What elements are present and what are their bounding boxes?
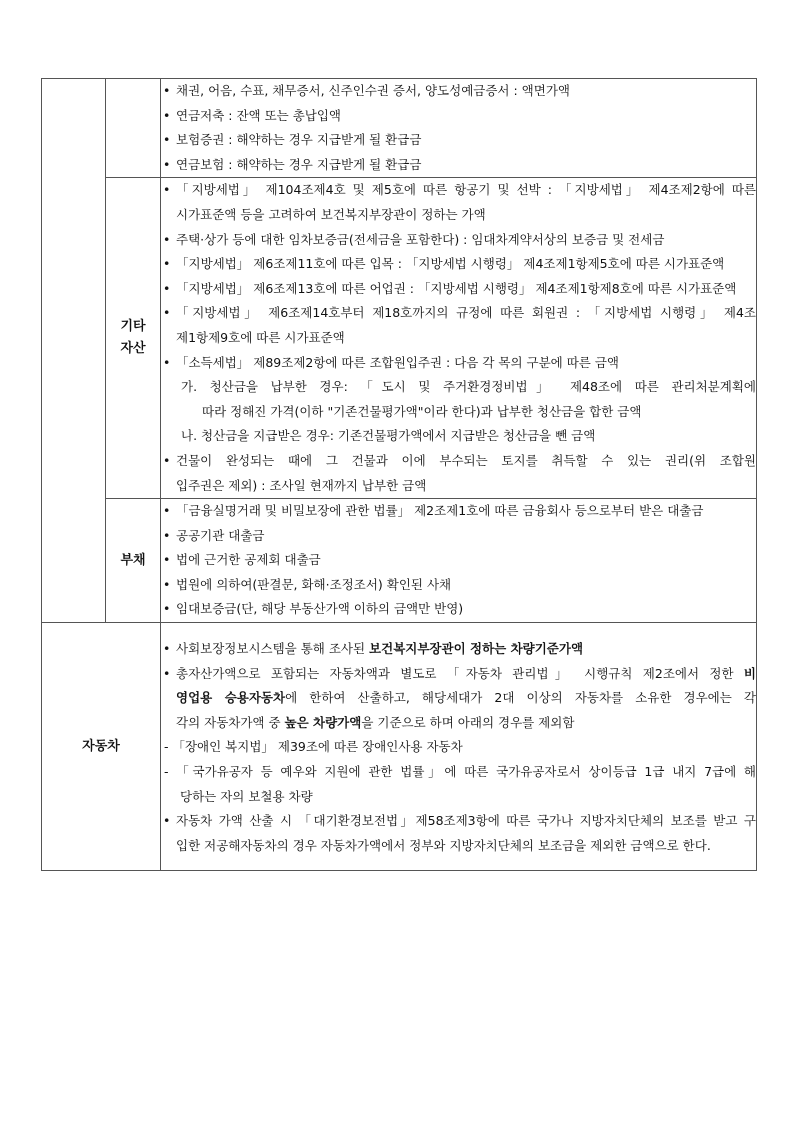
sub-item-continuation: 따라 정해진 가격(이하 "기존건물평가액"이라 한다)과 납부한 청산금을 합한 금액 <box>202 403 642 419</box>
list-item <box>161 637 756 662</box>
emphasis-text: 영업용 승용자동차 <box>176 690 286 706</box>
exception-item-continuation: 당하는 자의 보철용 차량 <box>180 788 313 804</box>
line-text: • 건물이 완성되는 때에 그 건물과 이에 부수되는 토지를 취득할 수 있는 권리(위 조합원 <box>176 452 756 468</box>
liabilities-row <box>42 499 757 623</box>
line-text: 총자산가액으로 포함되는 자동차액과 별도로 「자동차 관리법」 시행규칙 제2조에서 정한 <box>176 665 744 681</box>
line-text: • 자동차 가액 산출 시 「대기환경보전법」제58조제3항에 따른 국가나 지방자치단체의 보조를 받고 구 <box>176 813 756 829</box>
other-assets-content <box>161 178 757 499</box>
list-item-continuation: 입주권은 제외) : 조사일 현재까지 납부한 금액 <box>176 477 427 493</box>
list-item: • 법에 근거한 공제회 대출금 <box>161 548 756 573</box>
liabilities-content <box>161 499 757 623</box>
category-cell-continued <box>42 79 106 623</box>
list-item <box>161 662 756 687</box>
financial-assets-content <box>161 79 757 178</box>
subcategory-cell-financial <box>106 79 161 178</box>
label-line: 자산 <box>120 341 146 357</box>
list-item: • 「지방세법」 제6조제11호에 따른 입목 : 「지방세법 시행령」 제4조제1항제5호에 따른 시가표준액 <box>161 252 756 277</box>
list-item-continuation: 제1항제9호에 따른 시가표준액 <box>176 329 345 345</box>
line-text: 가. 청산금을 납부한 경우: 「도시 및 주거환경정비법」 제48조에 따른 관리처분계획에 <box>181 379 756 395</box>
list-item <box>161 301 756 326</box>
sub-item <box>161 375 756 400</box>
list-item-continuation <box>161 686 756 711</box>
vehicle-content <box>161 623 757 871</box>
list-item-continuation: 시가표준액 등을 고려하여 보건복지부장관이 정하는 가액 <box>176 206 486 222</box>
list-item <box>161 809 756 834</box>
list-item-continuation <box>161 711 756 736</box>
list-item-continuation: 입한 저공해자동차의 경우 자동차가액에서 정부와 지방자치단체의 보조금을 제외한 금액으로 한다. <box>176 837 711 853</box>
list-item: • 법원에 의하여(판결문, 화해·조정조서) 확인된 사채 <box>161 573 756 598</box>
list-item: • 「소득세법」 제89조제2항에 따른 조합원입주권 : 다음 각 목의 구분에 따른 금액 <box>161 351 756 376</box>
list-item: • 주택·상가 등에 대한 임차보증금(전세금을 포함한다) : 임대차계약서상의 보증금 및 전세금 <box>161 228 756 253</box>
exception-item: - 「장애인 복지법」 제39조에 따른 장애인사용 자동차 <box>164 739 463 755</box>
list-item: • 임대보증금(단, 해당 부동산가액 이하의 금액만 반영) <box>161 597 756 622</box>
vehicle-label: 자동차 <box>42 623 161 871</box>
line-text: - 「국가유공자 등 예우와 지원에 관한 법률」에 따른 국가유공자로서 상이등급 1급 내지 7급에 해 <box>164 764 756 780</box>
line-text: • 「지방세법」 제104조제4호 및 제5호에 따른 항공기 및 선박 : 「지방세법」 제4조제2항에 따른 <box>176 182 756 198</box>
emphasis-text: 보건복지부장관이 정하는 차량기준가액 <box>369 641 584 657</box>
list-item: • 연금보험 : 해약하는 경우 지급받게 될 환급금 <box>161 153 756 178</box>
list-item: • 「지방세법」 제6조제13호에 따른 어업권 : 「지방세법 시행령」 제4조제1항제8호에 따른 시가표준액 <box>161 277 756 302</box>
list-item <box>161 178 756 203</box>
other-assets-row <box>42 178 757 499</box>
emphasis-text: 높은 차량가액 <box>284 714 362 730</box>
liabilities-label: 부채 <box>106 499 161 623</box>
vehicle-row <box>42 623 757 871</box>
financial-assets-row <box>42 79 757 178</box>
line-text-wrap <box>176 662 756 687</box>
line-text-wrap <box>176 686 756 711</box>
line-text: 사회보장정보시스템을 통해 조사된 <box>176 641 370 657</box>
list-item: • 채권, 어음, 수표, 채무증서, 신주인수권 증서, 양도성예금증서 : 액면가액 <box>161 79 756 104</box>
list-item: • 「금융실명거래 및 비밀보장에 관한 법률」 제2조제1호에 따른 금융회사 등으로부터 받은 대출금 <box>161 499 756 524</box>
exception-item <box>161 760 756 785</box>
line-text: • 「지방세법」 제6조제14호부터 제18호까지의 규정에 따른 회원권 : 「지방세법 시행령」 제4조 <box>176 305 756 321</box>
asset-criteria-table <box>41 78 757 871</box>
label-line: 기타 <box>120 319 146 335</box>
emphasis-text: 비 <box>743 665 756 681</box>
line-text: 각의 자동차가액 중 <box>176 714 285 730</box>
line-text: 에 한하여 산출하고, 해당세대가 2대 이상의 자동차를 소유한 경우에는 각 <box>285 690 756 706</box>
line-text: 을 기준으로 하며 아래의 경우를 제외함 <box>361 714 575 730</box>
list-item: • 보험증권 : 해약하는 경우 지급받게 될 환급금 <box>161 128 756 153</box>
list-item: • 공공기관 대출금 <box>161 524 756 549</box>
list-item: • 연금저축 : 잔액 또는 총납입액 <box>161 104 756 129</box>
list-item <box>161 449 756 474</box>
sub-item: 나. 청산금을 지급받은 경우: 기존건물평가액에서 지급받은 청산금을 뺀 금액 <box>181 428 596 444</box>
other-assets-label <box>106 178 161 499</box>
